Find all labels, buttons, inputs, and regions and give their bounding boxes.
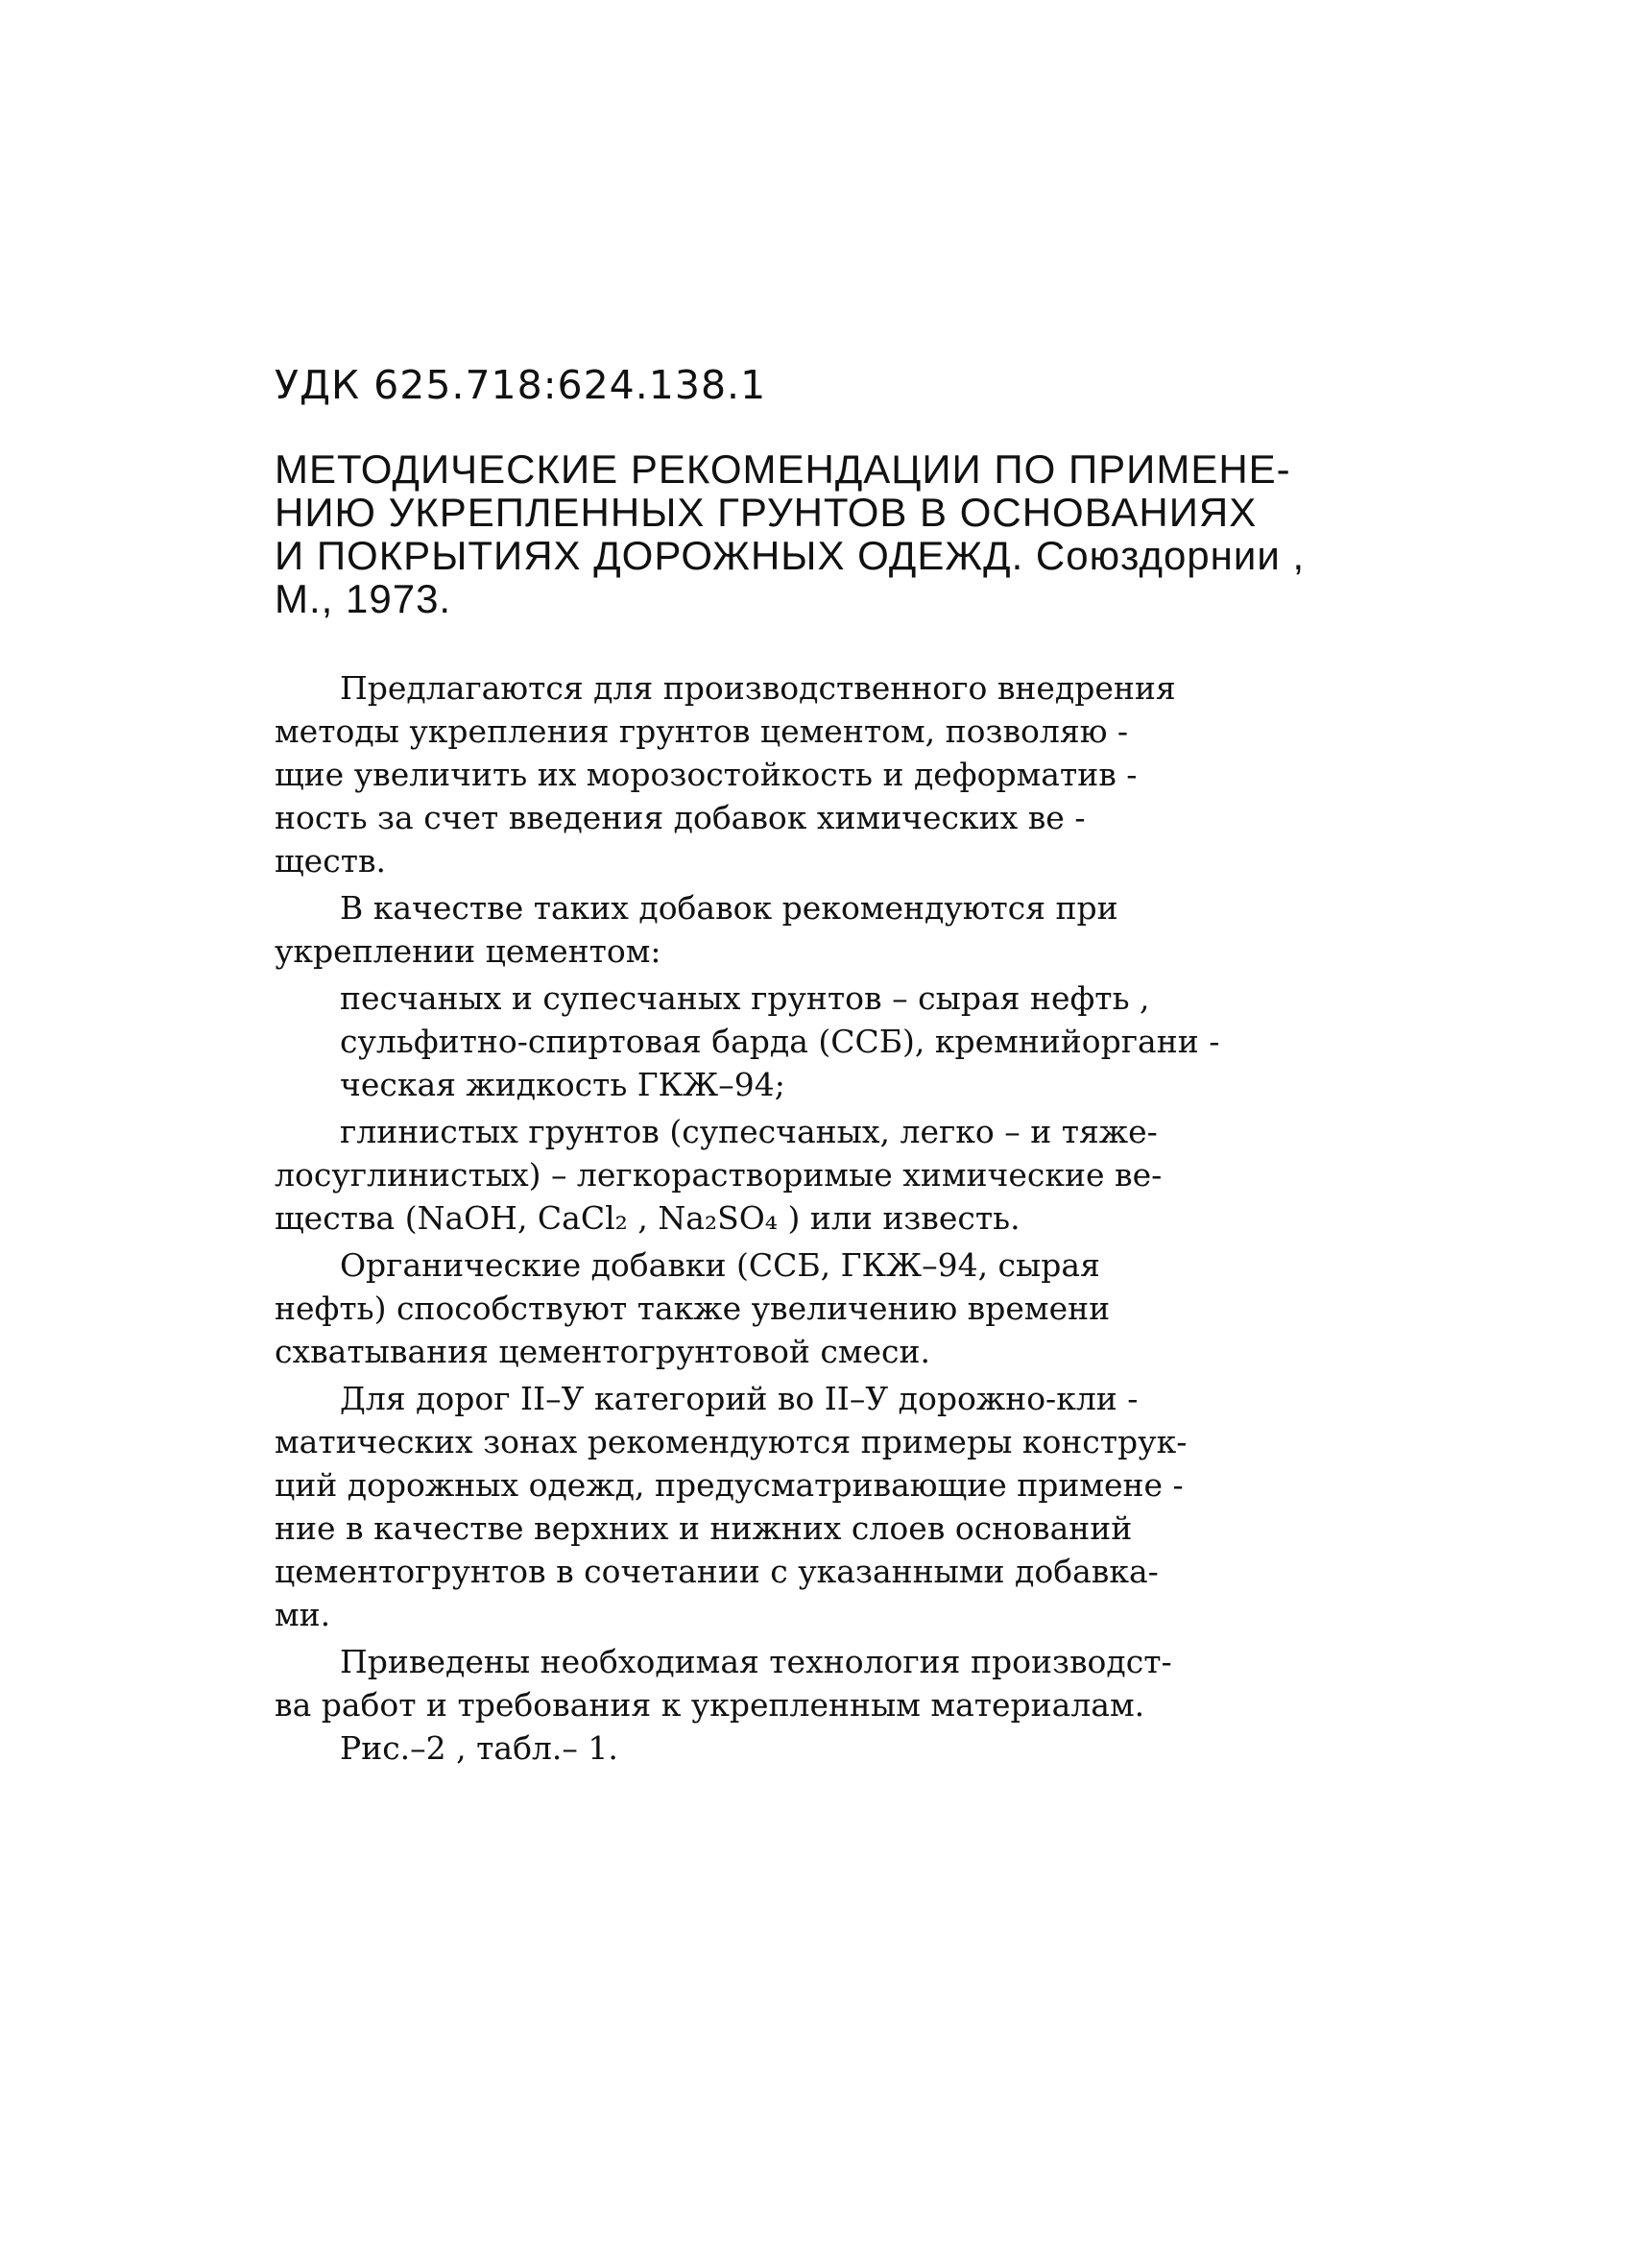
text-line: схватывания цементогрунтовой смеси. — [275, 1333, 931, 1370]
text-line: ми. — [275, 1596, 331, 1633]
title-line: НИЮ УКРЕПЛЕННЫХ ГРУНТОВ В ОСНОВАНИЯХ — [275, 490, 1258, 535]
text-line: сульфитно-спиртовая барда (ССБ), кремнийоргани - — [340, 1023, 1220, 1060]
text-line: щие увеличить их морозостойкость и деформатив - — [275, 756, 1138, 793]
udk-code: УДК 625.718:624.138.1 — [275, 362, 767, 408]
text-line: лосуглинистых) – легкорастворимые химические ве- — [275, 1156, 1163, 1194]
text-line: Приведены необходимая технология производст- — [340, 1643, 1172, 1680]
title-line: МЕТОДИЧЕСКИЕ РЕКОМЕНДАЦИИ ПО ПРИМЕНЕ- — [275, 446, 1291, 492]
text-line: Для дорог II–У категорий во II–У дорожно-кли - — [340, 1380, 1139, 1417]
text-line: Органические добавки (ССБ, ГКЖ–94, сырая — [340, 1246, 1100, 1284]
text-line: В качестве таких добавок рекомендуются при — [340, 889, 1118, 927]
text-line: песчаных и супесчаных грунтов – сырая нефть , — [340, 979, 1150, 1017]
text-line: цементогрунтов в сочетании с указанными добавка- — [275, 1553, 1159, 1590]
text-line: ва работ и требования к укрепленным материалам. — [275, 1686, 1145, 1724]
text-line: ществ. — [275, 842, 387, 880]
text-line: ность за счет введения добавок химических ве - — [275, 799, 1086, 836]
document-title — [275, 447, 1350, 620]
text-line: укреплении цементом: — [275, 932, 661, 970]
abstract-body — [275, 666, 1321, 1770]
text-line: нефть) способствуют также увеличению времени — [275, 1290, 1111, 1327]
text-line: методы укрепления грунтов цементом, позволяю - — [275, 712, 1129, 750]
text-line: матических зонах рекомендуются примеры конструк- — [275, 1423, 1188, 1460]
title-line: И ПОКРЫТИЯХ ДОРОЖНЫХ ОДЕЖД. Союздорнии , — [275, 533, 1306, 578]
text-line: глинистых грунтов (супесчаных, легко – и тяже- — [340, 1113, 1158, 1150]
text-line: ций дорожных одежд, предусматривающие примене - — [275, 1466, 1184, 1504]
text-line: Предлагаются для производственного внедрения — [340, 669, 1176, 707]
text-line: ние в качестве верхних и нижних слоев оснований — [275, 1509, 1133, 1547]
text-line: ческая жидкость ГКЖ–94; — [340, 1066, 785, 1103]
text-line: Рис.–2 , табл.– 1. — [340, 1729, 618, 1767]
text-line: щества (NaOH, CaCl₂ , Na₂SO₄ ) или известь. — [275, 1199, 1021, 1237]
title-line: М., 1973. — [275, 576, 452, 621]
